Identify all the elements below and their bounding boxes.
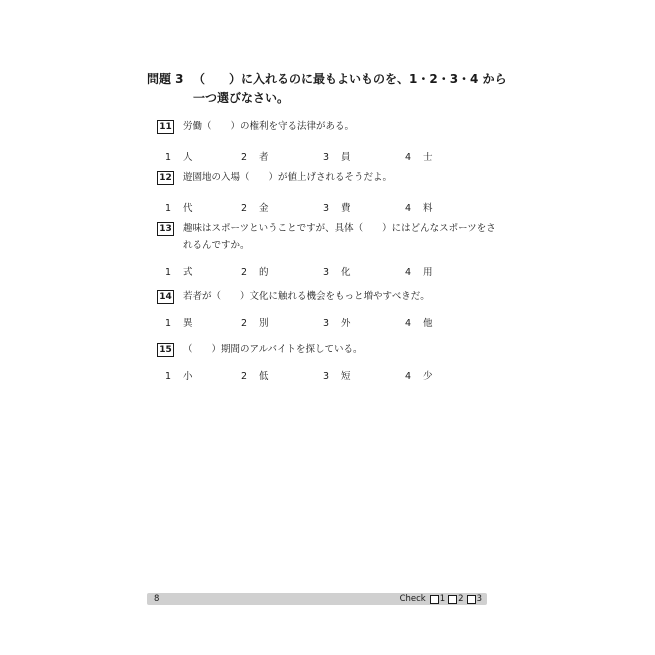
choice-1[interactable]: 1 代 <box>165 203 193 214</box>
choice-1[interactable]: 1 人 <box>165 152 193 163</box>
choice-list <box>157 264 497 278</box>
question-number: 13 <box>157 222 174 236</box>
choice-2[interactable]: 2 的 <box>241 267 269 278</box>
choice-2[interactable]: 2 別 <box>241 318 269 329</box>
choice-4[interactable]: 4 用 <box>405 267 433 278</box>
choice-2[interactable]: 2 金 <box>241 203 269 214</box>
check-item-3[interactable]: 3 <box>467 593 482 605</box>
check-label: Check <box>399 594 426 604</box>
choice-4[interactable]: 4 少 <box>405 371 433 382</box>
choice-list <box>157 200 497 214</box>
choice-4[interactable]: 4 料 <box>405 203 433 214</box>
question-13 <box>157 222 497 278</box>
choice-1[interactable]: 1 異 <box>165 318 193 329</box>
question-text: （ ）期間のアルバイトを探している。 <box>183 344 363 355</box>
choice-list <box>157 368 497 382</box>
choice-list <box>157 149 497 163</box>
choice-3[interactable]: 3 化 <box>323 267 351 278</box>
choice-3[interactable]: 3 外 <box>323 318 351 329</box>
check-tracker <box>400 593 482 605</box>
choice-3[interactable]: 3 短 <box>323 371 351 382</box>
choice-3[interactable]: 3 員 <box>323 152 351 163</box>
choice-4[interactable]: 4 士 <box>405 152 433 163</box>
choice-2[interactable]: 2 低 <box>241 371 269 382</box>
footer-bar <box>147 593 487 605</box>
checkbox-icon[interactable] <box>430 595 439 604</box>
instruction <box>147 70 507 108</box>
checkbox-icon[interactable] <box>467 595 476 604</box>
question-number: 15 <box>157 343 174 357</box>
question-number: 11 <box>157 120 174 134</box>
check-item-2[interactable]: 2 <box>448 593 463 605</box>
choice-2[interactable]: 2 者 <box>241 152 269 163</box>
question-15 <box>157 343 497 382</box>
question-text: 若者が（ ）文化に触れる機会をもっと増やすべきだ。 <box>183 291 430 302</box>
question-text: 遊園地の入場（ ）が値上げされるそうだよ。 <box>183 172 393 183</box>
question-number: 14 <box>157 290 174 304</box>
question-11 <box>157 120 497 163</box>
question-12 <box>157 171 497 214</box>
choice-4[interactable]: 4 他 <box>405 318 433 329</box>
choice-1[interactable]: 1 式 <box>165 267 193 278</box>
question-14 <box>157 290 497 329</box>
instruction-label: 問題 3 <box>147 72 184 86</box>
page-number: 8 <box>154 594 160 604</box>
instruction-text: （ ）に入れるのに最もよいものを、1・2・3・4 から一つ選びなさい。 <box>193 72 507 105</box>
question-number: 12 <box>157 171 174 185</box>
choice-1[interactable]: 1 小 <box>165 371 193 382</box>
check-item-1[interactable]: 1 <box>430 593 445 605</box>
choice-3[interactable]: 3 費 <box>323 203 351 214</box>
question-text: 趣味はスポーツということですが、具体（ ）にはどんなスポーツをされるんですか。 <box>183 223 496 251</box>
choice-list <box>157 315 497 329</box>
checkbox-icon[interactable] <box>448 595 457 604</box>
question-text: 労働（ ）の権利を守る法律がある。 <box>183 121 355 132</box>
